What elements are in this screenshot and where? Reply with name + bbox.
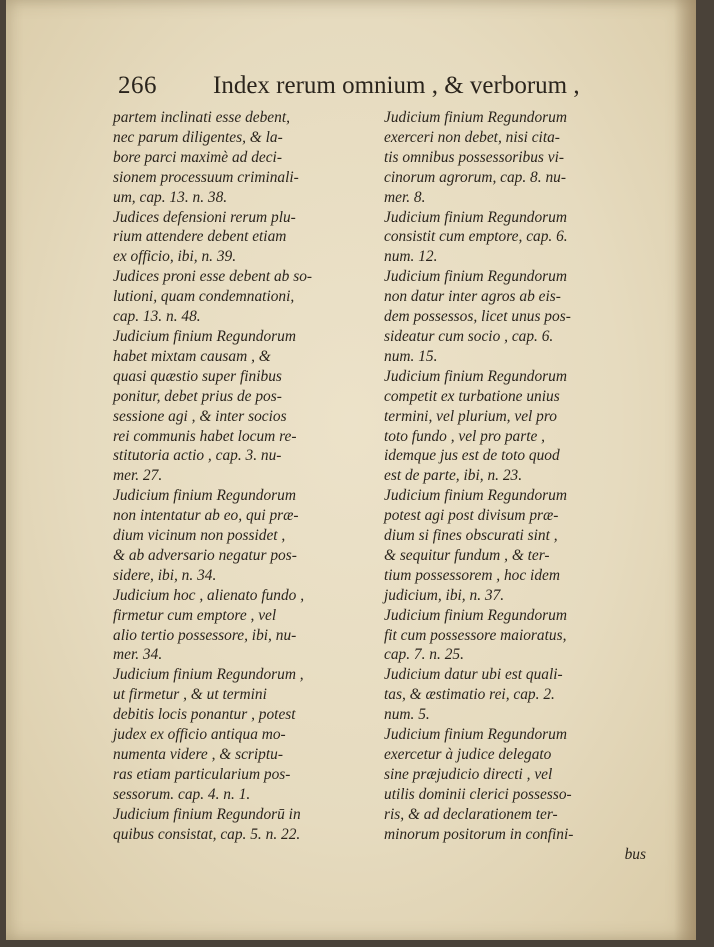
- index-entry-line: mer. 8.: [384, 188, 426, 206]
- index-entry-line: quibus consistat, cap. 5. n. 22.: [113, 825, 301, 843]
- running-head: Index rerum omnium , & verborum ,: [213, 72, 580, 99]
- index-entry-line: ex officio, ibi, n. 39.: [113, 248, 237, 266]
- index-entry-line: & sequitur fundum , & ter-: [384, 546, 550, 564]
- index-entry-line: mer. 34.: [113, 646, 163, 664]
- index-entry-line: sine præjudicio directi , vel: [384, 765, 553, 783]
- index-entry: [113, 665, 375, 804]
- index-entry-line: cap. 7. n. 25.: [384, 646, 464, 664]
- index-entry-line: lutioni, quam condemnationi,: [113, 288, 295, 306]
- index-entry-line: exercetur à judice delegato: [384, 746, 552, 763]
- index-entry-headword-line: Judicium datur ubi est quali-: [384, 666, 563, 684]
- index-entry-line: habet mixtam causam , &: [113, 347, 271, 365]
- index-entry-line: stitutoria actio , cap. 3. nu-: [113, 447, 282, 465]
- index-entry: [113, 486, 375, 586]
- index-entry-line: numenta videre , & scriptu-: [113, 746, 283, 763]
- index-entry-line: bore parci maximè ad deci-: [113, 148, 282, 166]
- index-entry-headword-line: Judicium finium Regundorum: [384, 606, 567, 624]
- index-entry-line: non intentatur ab eo, qui præ-: [113, 507, 299, 525]
- index-entry-headword-line: Judicium finium Regundorum: [384, 726, 567, 744]
- index-entry-line: ras etiam particularium pos-: [113, 765, 291, 783]
- index-entry-line: num. 12.: [384, 248, 438, 266]
- index-entry-line: tis omnibus possessoribus vi-: [384, 148, 564, 166]
- index-entry: [384, 665, 652, 725]
- index-entry-line: tium possessorem , hoc idem: [384, 566, 560, 584]
- index-entry: [384, 208, 652, 268]
- index-entry: [113, 327, 375, 486]
- index-entry-line: rium attendere debent etiam: [113, 228, 287, 246]
- index-entry-headword-line: Judicium finium Regundorum: [384, 109, 567, 126]
- index-entry-headword-line: Judicium finium Regundorum: [113, 487, 296, 505]
- index-entry-line: cinorum agrorum, cap. 8. nu-: [384, 168, 566, 186]
- index-entry-headword-line: Judicium finium Regundorum: [384, 268, 567, 286]
- index-entry-line: exerceri non debet, nisi cita-: [384, 128, 560, 146]
- index-entry: [113, 586, 375, 666]
- index-entry-headword-line: Judicium finium Regundorū in: [113, 805, 301, 823]
- index-entry-line: est de parte, ibi, n. 23.: [384, 467, 523, 485]
- index-entry-headword-line: partem inclinati esse debent,: [113, 109, 290, 126]
- index-entry-line: alio tertio possessore, ibi, nu-: [113, 626, 297, 644]
- index-entry: [384, 108, 652, 208]
- index-entry-line: judex ex officio antiqua mo-: [113, 726, 286, 744]
- index-entry: [384, 367, 652, 486]
- index-entry-headword-line: Judices defensioni rerum plu-: [113, 208, 296, 226]
- index-entry-line: firmetur cum emptore , vel: [113, 606, 277, 624]
- index-entry-headword-line: Judicium finium Regundorum: [384, 367, 567, 385]
- index-entry-line: mer. 27.: [113, 467, 163, 485]
- index-entry-line: toto fundo , vel pro parte ,: [384, 427, 546, 445]
- index-entry: [113, 805, 375, 845]
- page-edge-shadow: [674, 0, 696, 940]
- index-entry-headword-line: Judicium hoc , alienato fundo ,: [113, 586, 305, 604]
- index-entry: [113, 208, 375, 268]
- index-entry-line: sidere, ibi, n. 34.: [113, 566, 217, 584]
- page-number: 266: [118, 72, 157, 99]
- book-page: [6, 0, 696, 940]
- index-entry-line: um, cap. 13. n. 38.: [113, 188, 228, 206]
- index-entry-line: consistit cum emptore, cap. 6.: [384, 228, 568, 246]
- index-entry-line: num. 15.: [384, 347, 438, 365]
- index-entry-line: debitis locis ponantur , potest: [113, 706, 296, 724]
- index-entry-headword-line: Judicium finium Regundorum ,: [113, 666, 304, 684]
- index-entry: [384, 267, 652, 367]
- index-entry-line: nec parum diligentes, & la-: [113, 128, 283, 146]
- index-entry-headword-line: Judicium finium Regundorum: [384, 208, 567, 226]
- index-entry-line: tas, & æstimatio rei, cap. 2.: [384, 686, 555, 704]
- index-entry-line: ris, & ad declarationem ter-: [384, 805, 558, 823]
- index-entry-line: potest agi post divisum præ-: [384, 507, 559, 525]
- index-entry: [384, 486, 652, 605]
- index-entry-line: dium si fines obscurati sint ,: [384, 527, 558, 545]
- index-entry-line: termini, vel plurium, vel pro: [384, 407, 557, 425]
- index-entry-line: fit cum possessore maioratus,: [384, 626, 567, 644]
- index-entry: [384, 725, 652, 864]
- index-entry-line: cap. 13. n. 48.: [113, 308, 201, 326]
- index-entry: [113, 108, 375, 208]
- index-entry-line: quasi quæstio super finibus: [113, 367, 282, 385]
- index-entry-line: sessorum. cap. 4. n. 1.: [113, 785, 251, 803]
- index-entry-headword-line: Judicium finium Regundorum: [384, 487, 567, 505]
- index-entry-line: dium vicinum non possidet ,: [113, 527, 286, 545]
- index-entry-line: judicium, ibi, n. 37.: [384, 586, 505, 604]
- index-entry-line: idemque jus est de toto quod: [384, 447, 560, 465]
- right-column: [384, 108, 652, 864]
- index-entry-line: sideatur cum socio , cap. 6.: [384, 327, 554, 345]
- index-entry-line: rei communis habet locum re-: [113, 427, 297, 445]
- index-entry-line: ponitur, debet prius de pos-: [113, 387, 282, 405]
- index-entry-headword-line: Judicium finium Regundorum: [113, 327, 296, 345]
- index-entry: [384, 606, 652, 666]
- index-entry-line: utilis dominii clerici possesso-: [384, 785, 572, 803]
- index-entry-line: num. 5.: [384, 706, 430, 724]
- index-entry-line: ut firmetur , & ut termini: [113, 686, 267, 704]
- index-entry-line: sessione agi , & inter socios: [113, 407, 287, 425]
- index-entry-line: minorum positorum in confini-: [384, 825, 574, 843]
- index-entry-line: & ab adversario negatur pos-: [113, 546, 297, 564]
- index-entry-line: competit ex turbatione unius: [384, 387, 560, 405]
- index-entry-line: dem possessos, licet unus pos-: [384, 308, 571, 326]
- index-entry: [113, 267, 375, 327]
- left-column: [113, 108, 375, 845]
- index-entry-line: bus: [624, 845, 646, 863]
- index-entry-line: non datur inter agros ab eis-: [384, 288, 561, 306]
- index-entry-line: sionem processuum criminali-: [113, 168, 299, 186]
- index-entry-headword-line: Judices proni esse debent ab so-: [113, 268, 313, 286]
- page-header: [118, 72, 598, 106]
